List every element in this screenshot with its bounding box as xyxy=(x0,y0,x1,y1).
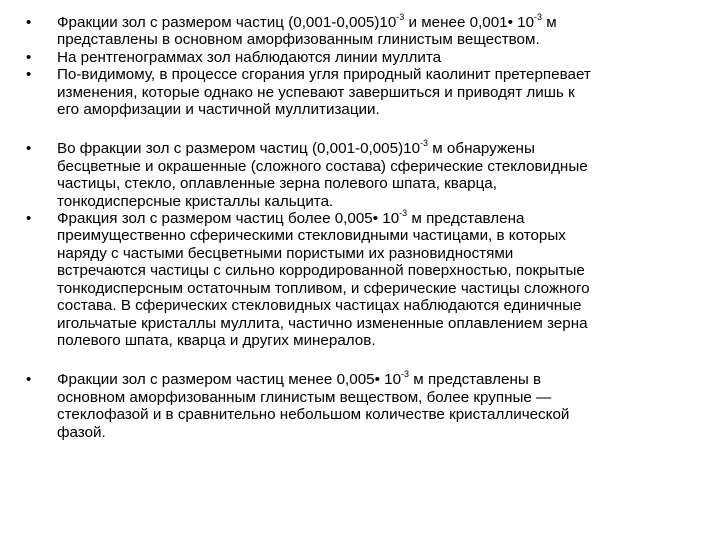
bullet-text: м представлены в основном аморфизованным глинистым веществом. xyxy=(57,14,557,49)
superscript: -3 xyxy=(401,369,410,380)
bullet-list-group-2 xyxy=(24,140,696,349)
bullet-text: м представлена преимущественно сферическими стекловидными частицами, в которых наряду с частыми бесцветными пористыми их разновидностями встречаются частицы с сильно корродированной поверхностью, покрытые тонкодисперсным остаточным топливом, и сферические частицы сложного состава. В сферических стекловидных частицах наблюдаются единичные игольчатые кристаллы муллита, частично измененные оплавлением зерна полевого шпата, кварца и других минералов. xyxy=(57,210,590,349)
bullet-icon: • xyxy=(26,371,32,389)
bullet-list-group-1 xyxy=(24,11,696,119)
bullet-text: м представлены в основном аморфизованным глинистым веществом, более крупные — стеклофазой и в сравнительно небольшом количестве кристаллической фазой. xyxy=(57,371,570,441)
superscript: -3 xyxy=(534,11,543,22)
superscript: -3 xyxy=(420,138,429,149)
bullet-icon: • xyxy=(26,140,32,158)
bullet-item xyxy=(24,140,696,210)
bullet-icon: • xyxy=(26,48,32,66)
bullet-item xyxy=(24,210,696,349)
bullet-text: Во фракции зол с размером частиц (0,001-0,005)10 xyxy=(57,140,421,158)
spacer xyxy=(24,118,696,140)
bullet-icon: • xyxy=(26,14,32,31)
bullet-text: Фракции зол с размером частиц (0,001-0,005)10 xyxy=(57,14,397,31)
bullet-item xyxy=(24,66,696,118)
bullet-text: Фракция зол с размером частиц более 0,005• 10 xyxy=(57,210,400,228)
bullet-item xyxy=(24,11,696,49)
superscript: -3 xyxy=(396,11,405,22)
bullet-list-group-3 xyxy=(24,371,696,441)
spacer xyxy=(24,349,696,371)
bullet-text: м обнаружены бесцветные и окрашенные (сложного состава) сферические стекловидные частицы, стекло, оплавленные зерна полевого шпата, кварца, тонкодисперсные кристаллы кальцита. xyxy=(57,140,588,210)
bullet-text: и менее 0,001• 10 xyxy=(404,14,535,31)
bullet-text: На рентгенограммах зол наблюдаются линии муллита xyxy=(57,48,442,66)
bullet-item xyxy=(24,371,696,441)
superscript: -3 xyxy=(399,208,408,218)
slide-body xyxy=(24,11,696,441)
bullet-text: Фракции зол с размером частиц менее 0,005• 10 xyxy=(57,371,402,389)
bullet-item xyxy=(24,49,696,66)
bullet-text: По-видимому, в процессе сгорания угля природный каолинит претерпевает изменения, которые однако не успевают завершиться и приводят лишь к его аморфизации и частичной муллитизации. xyxy=(57,66,591,119)
bullet-icon: • xyxy=(26,210,32,228)
bullet-icon: • xyxy=(26,66,32,84)
